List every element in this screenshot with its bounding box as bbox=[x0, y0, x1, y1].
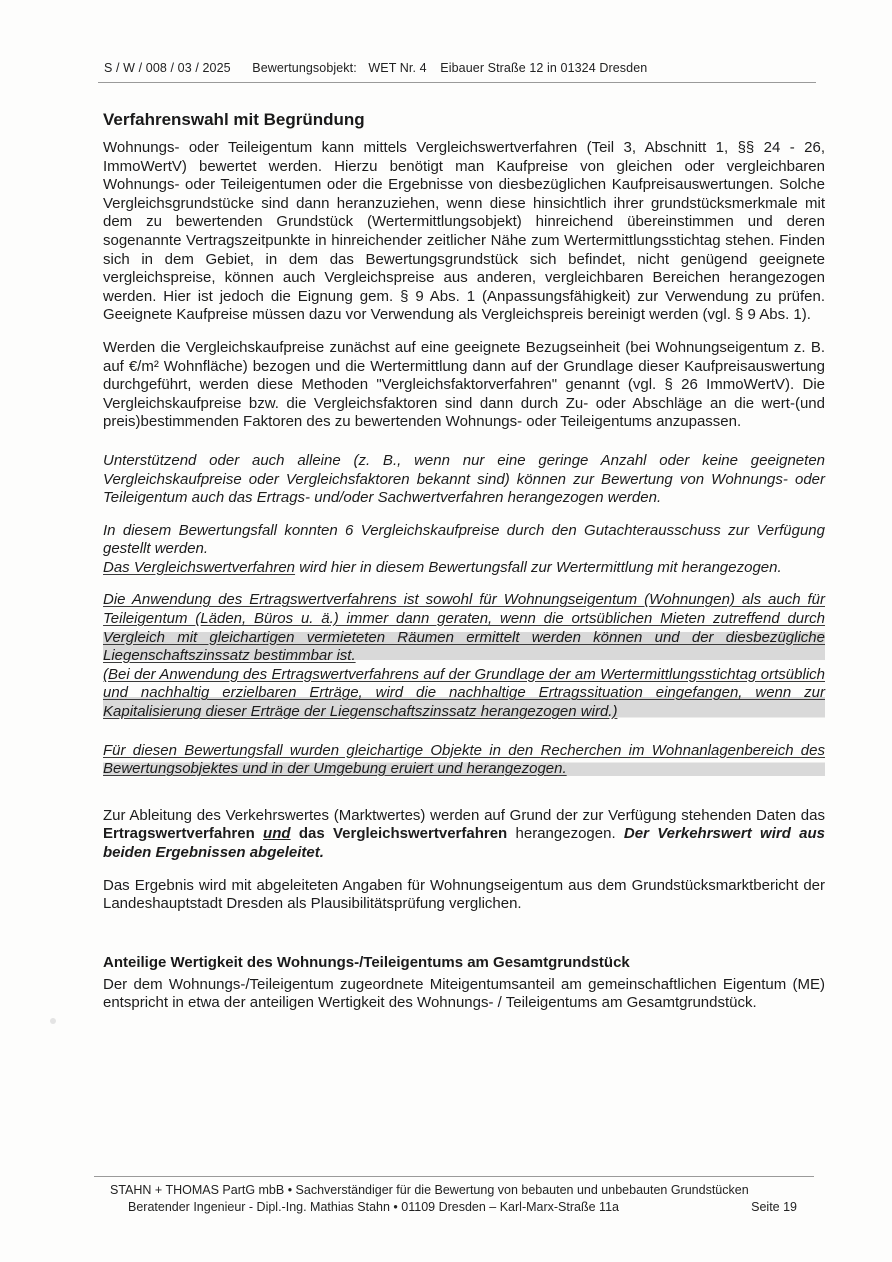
paragraph-ertragswert-anwendung: Die Anwendung des Ertragswertverfahrens ist sowohl für Wohnungseigentum (Wohnungen) als auch für Teileigentum (Läden, Büros u. ä.) immer dann geraten, wenn die ortsüblichen Mieten zutreffend durch Vergleich mit gleichartigen vermieteten Räumen ermittelt werden können und der diesbezügliche Liegenschaftszinssatz bestimmbar ist. bbox=[103, 591, 825, 665]
ertragswert-bold: Ertragswertverfahren bbox=[103, 825, 255, 843]
paragraph-unterstuetzend: Unterstützend oder auch alleine (z. B., wenn nur eine geringe Anzahl oder keine geeigneten Vergleichskaufpreise oder Vergleichsfaktoren bekannt sind) können zur Bewertung von Wohnungs- oder Teileigentum auch das Ertrags- und/oder Sachwertverfahren herangezogen werden. bbox=[103, 451, 825, 507]
verkehrswert-text-a: Zur Ableitung des Verkehrswertes (Marktwertes) werden auf Grund der zur Verfügung stehenden Daten das bbox=[103, 806, 825, 824]
und-underlined: und bbox=[263, 825, 291, 843]
main-content bbox=[103, 110, 825, 1013]
page-number: Seite 19 bbox=[751, 1200, 797, 1214]
paragraph-plausibilitaet: Das Ergebnis wird mit abgeleiteten Angaben für Wohnungseigentum aus dem Grundstücksmarktbericht der Landeshauptstadt Dresden als Plausibilitätsprüfung verglichen. bbox=[103, 876, 825, 913]
page-footer bbox=[110, 1182, 815, 1216]
paragraph-recherche: Für diesen Bewertungsfall wurden gleichartige Objekte in den Recherchen im Wohnanlagenbereich des Bewertungsobjektes und in der Umgebung eruiert und herangezogen. bbox=[103, 741, 825, 778]
paragraph-vergleichsfaktor: Werden die Vergleichskaufpreise zunächst auf eine geeignete Bezugseinheit (bei Wohnungseigentum z. B. auf €/m² Wohnfläche) bezogen und die Wertermittlung dann auf der Grundlage dieser Kaufpreisauswertung durchgeführt, werden diese Methoden "Vergleichsfaktorverfahren" genannt (vgl. § 26 ImmoWertV). Die Vergleichskaufpreise bzw. die Vergleichsfaktoren sind dann durch Zu- oder Abschläge an die wert-(und preis)bestimmenden Faktoren des zu bewertenden Wohnungs- oder Teileigentums anzupassen. bbox=[103, 338, 825, 431]
scan-artifact bbox=[50, 1018, 56, 1024]
paragraph-miteigentumsanteil: Der dem Wohnungs-/Teileigentum zugeordnete Miteigentumsanteil am gemeinschaftlichen Eigentum (ME) entspricht in etwa der anteiligen Wertigkeit des Wohnungs- / Teileigentums am Gesamtgrundstück. bbox=[103, 975, 825, 1012]
verkehrswert-conclusion: Der Verkehrswert wird aus beiden Ergebnissen abgeleitet. bbox=[103, 825, 826, 861]
reference-number: S / W / 008 / 03 / 2025 bbox=[104, 61, 231, 75]
section-title-verfahrenswahl: Verfahrenswahl mit Begründung bbox=[103, 110, 365, 129]
vergleichswert-rest: wird hier in diesem Bewertungsfall zur Wertermittlung mit herangezogen. bbox=[295, 558, 782, 576]
section-title-anteilige-wertigkeit: Anteilige Wertigkeit des Wohnungs-/Teileigentums am Gesamtgrundstück bbox=[103, 953, 630, 971]
object-number: WET Nr. 4 bbox=[368, 61, 427, 75]
footer-divider bbox=[94, 1176, 814, 1177]
object-label: Bewertungsobjekt: bbox=[252, 61, 357, 75]
paragraph-bewertungsfall bbox=[103, 522, 825, 578]
footer-address: Beratender Ingenieur - Dipl.-Ing. Mathias Stahn • 01109 Dresden – Karl-Marx-Straße 11a bbox=[128, 1200, 619, 1214]
footer-address-row bbox=[110, 1199, 815, 1216]
header-divider bbox=[98, 82, 816, 83]
paragraph-verkehrswert bbox=[103, 807, 825, 863]
bewertungsfall-text: In diesem Bewertungsfall konnten 6 Vergleichskaufpreise durch den Gutachterausschuss zur Verfügung gestellt werden. bbox=[103, 521, 825, 558]
footer-company-line: STAHN + THOMAS PartG mbB • Sachverständiger für die Bewertung von bebauten und unbebauten Grundstücken bbox=[110, 1183, 749, 1197]
object-address: Eibauer Straße 12 in 01324 Dresden bbox=[440, 61, 648, 75]
paragraph-vergleichswert-intro: Wohnungs- oder Teileigentum kann mittels Vergleichswertverfahren (Teil 3, Abschnitt 1, §§ 24 - 26, ImmoWertV) bewertet werden. Hierzu benötigt man Kaufpreise von gleichen oder vergleichbaren Wohnungs- oder Teileigentumen oder die Ergebnisse von diesbezüglichen Kaufpreisauswertungen. Solche Vergleichsgrundstücke sind dann heranzuziehen, wenn diese hinsichtlich ihrer grundstücksmerkmale mit dem zu bewertenden Grundstück (Wertermittlungsobjekt) hinreichend übereinstimmen und deren sogenannte Vertragszeitpunkte in hinreichender zeitlicher Nähe zum Wertermittlungsstichtag stehen. Finden sich in dem Gebiet, in dem das Bewertungsgrundstück sich befindet, nicht genügend geeignete vergleichspreise, können auch Vergleichspreise aus anderen, vergleichbaren Bereichen herangezogen werden. Hier ist jedoch die Eignung gem. § 9 Abs. 1 (Anpassungsfähigkeit) zur Verwendung zu prüfen. Geeignete Kaufpreise müssen dazu vor Verwendung als Vergleichspreis bereinigt werden (vgl. § 9 Abs. 1). bbox=[103, 139, 825, 324]
paragraph-ertragswert-grundlage: (Bei der Anwendung des Ertragswertverfahrens auf der Grundlage der am Wertermittlungsstichtag ortsüblich und nachhaltig erzielbaren Erträge, wird die nachhaltige Ertragssituation eingefangen, wenn zur Kapitalisierung dieser Erträge der Liegenschaftszinssatz herangezogen wird.) bbox=[103, 665, 825, 721]
verkehrswert-text-e: herangezogen. bbox=[507, 825, 624, 843]
vergleichswert-underlined: Das Vergleichswertverfahren bbox=[103, 558, 296, 576]
page-header bbox=[104, 61, 804, 75]
vergleichswert-bold: das Vergleichswertverfahren bbox=[298, 825, 508, 843]
